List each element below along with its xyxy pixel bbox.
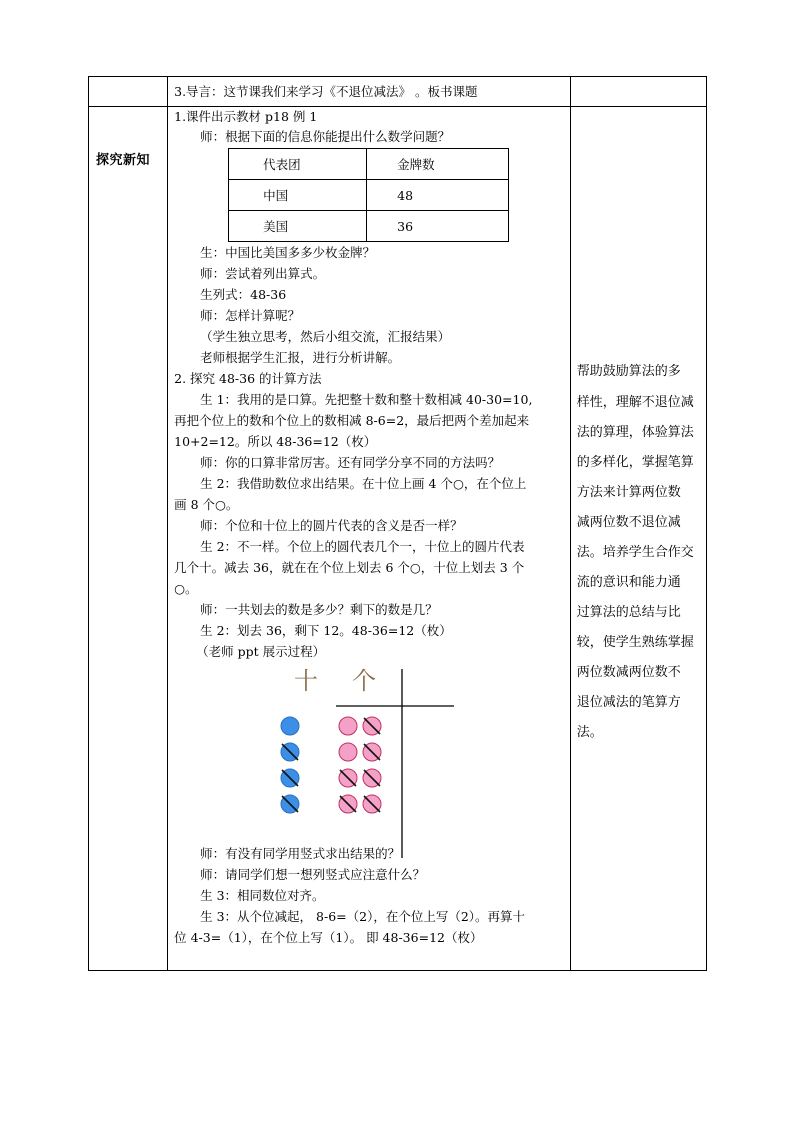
content-line: 生 3：相同数位对齐。	[200, 888, 325, 903]
medal-cell: 中国	[229, 180, 367, 211]
content-line: 10+2=12。所以 48-36=12（枚）	[174, 434, 377, 449]
content-line: 师：一共划去的数是多少？剩下的数是几？	[200, 602, 438, 617]
note-line: 法。	[576, 725, 603, 740]
content-line: 1.课件出示教材 p18 例 1	[174, 109, 318, 124]
content-line: 生 3：从个位减起， 8-6=（2），在个位上写（2）。再算十	[200, 909, 526, 924]
note-line: 帮助鼓励算法的多	[576, 364, 681, 379]
content-line: 生 2：我借助数位求出结果。在十位上画 4 个○，在个位上	[200, 476, 527, 491]
ones-counter	[339, 743, 357, 761]
note-line: 较，使学生熟练掌握	[576, 635, 694, 650]
content-cell	[168, 107, 571, 971]
content-line: 生列式：48-36	[200, 287, 287, 302]
note-line: 方法来计算两位数	[576, 485, 681, 500]
content-line: 2. 探究 48-36 的计算方法	[174, 371, 322, 386]
content-area	[168, 107, 570, 970]
content-line: 生 1：我用的是口算。先把整十数和整十数相减 40-30=10,	[200, 392, 533, 407]
note-line: 流的意识和能力通	[576, 575, 681, 590]
content-line: 画 8 个○。	[174, 497, 239, 512]
content-line: 老师根据学生汇报，进行分析讲解。	[200, 350, 401, 365]
content-line: 再把个位上的数和个位上的数相减 8-6=2，最后把两个差加起来	[174, 413, 530, 428]
explore-row	[89, 107, 707, 971]
note-line: 减两位数不退位减	[576, 515, 681, 530]
ones-counter	[339, 717, 357, 735]
medal-table-header	[229, 149, 509, 180]
medal-header-cell: 代表团	[229, 149, 367, 180]
counters-group	[281, 717, 381, 813]
intro-notes-cell	[570, 77, 706, 107]
notes-cell	[570, 107, 706, 971]
place-value-chart	[264, 663, 464, 863]
tens-label: 十	[294, 667, 319, 695]
content-line: 生：中国比美国多多少枚金牌？	[200, 245, 376, 260]
content-line: 师：个位和十位上的圆片代表的含义是否一样？	[200, 518, 463, 533]
medal-table-row	[229, 180, 509, 211]
medal-cell: 48	[367, 180, 509, 211]
intro-row	[89, 77, 707, 107]
notes-area	[571, 107, 706, 970]
content-line: 师：怎样计算呢？	[200, 308, 301, 323]
medal-cell: 36	[367, 211, 509, 242]
content-line: 师：请同学们想一想列竖式应注意什么？	[200, 867, 426, 882]
intro-section-cell	[89, 77, 168, 107]
medal-header-cell: 金牌数	[367, 149, 509, 180]
content-line: 生 2：不一样。个位上的圆代表几个一，十位上的圆片代表	[200, 539, 525, 554]
note-line: 两位数减两位数不	[576, 665, 681, 680]
content-line: 师：你的口算非常厉害。还有同学分享不同的方法吗？	[200, 455, 501, 470]
note-line: 退位减法的笔算方	[576, 695, 681, 710]
note-line: 的多样化，掌握笔算	[576, 455, 694, 470]
note-line: 法。培养学生合作交	[576, 545, 694, 560]
content-line: 生 2：划去 36，剩下 12。48-36=12（枚）	[200, 623, 452, 638]
content-line: 几个十。减去 36，就在在个位上划去 6 个○，十位上划去 3 个	[174, 560, 525, 575]
content-line: 师：有没有同学用竖式求出结果的？	[200, 846, 401, 861]
note-line: 法的算理，体验算法	[576, 425, 694, 440]
medal-table-row	[229, 211, 509, 242]
lesson-plan-table	[88, 76, 707, 971]
content-line: 师：根据下面的信息你能提出什么数学问题？	[200, 129, 451, 144]
content-line: 位 4-3=（1），在个位上写（1）。 即 48-36=12（枚）	[174, 930, 483, 945]
content-line: （学生独立思考，然后小组交流，汇报结果）	[200, 329, 451, 344]
note-line: 样性，理解不退位减	[576, 395, 694, 410]
note-line: 过算法的总结与比	[576, 605, 681, 620]
intro-text: 3.导言：这节课我们来学习《不退位减法》 。板书课题	[168, 77, 571, 107]
ones-label: 个	[352, 667, 377, 695]
content-line: ○。	[174, 581, 198, 596]
content-line: 师：尝试着列出算式。	[200, 266, 326, 281]
content-line: （老师 ppt 展示过程）	[196, 644, 326, 659]
section-label: 探究新知	[89, 107, 168, 971]
medal-table	[228, 148, 509, 242]
medal-cell: 美国	[229, 211, 367, 242]
tens-counter	[281, 717, 299, 735]
